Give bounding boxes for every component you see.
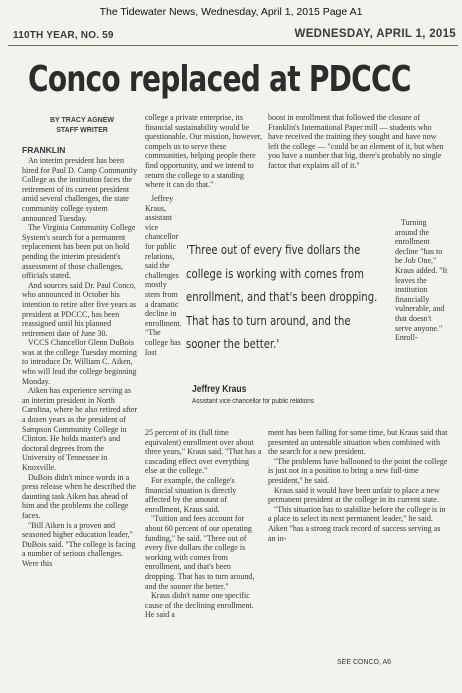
paragraph: An interim president has been hired for Paul D. Camp Community College as the institution faces the retirement of its current president amid several challenges, the state community college system announced Tuesday. — [22, 156, 138, 223]
article-column-3-narrow — [395, 218, 448, 424]
source-line: The Tidewater News, Wednesday, April 1, 2015 Page A1 — [99, 6, 363, 18]
article-column-1 — [22, 156, 138, 682]
paragraph: "This situation has to stabilize before the college is in a place to select its next permanent leader," he said. Aiken "has a strong track record of success serving as an in- — [268, 504, 446, 543]
masthead-year-number: 110TH YEAR, NO. 59 — [13, 30, 114, 41]
article-column-3-top — [268, 113, 448, 217]
headline: Conco replaced at PDCCC — [28, 59, 411, 100]
dateline: FRANKLIN — [22, 145, 66, 155]
pull-quote-title: Assistant vice chancellor for public relations — [192, 398, 314, 405]
paragraph: For example, the college's financial situation is directly affected by the amount of enrollment, Kraus said. — [145, 475, 237, 514]
pull-quote-text: 'Three out of every five dollars the college is working with comes from enrollment, and that's been dropping. That has to turn around, and the sooner the better.' — [186, 242, 378, 351]
byline — [22, 116, 142, 136]
paragraph: boost in enrollment that followed the closure of Franklin's International Paper mill — students who have received the training they sought and have now left the college — "could be an element of it, but when you have a number that big, there's probably no single factor that explains all of it." — [268, 113, 444, 170]
article-column-3-bottom — [268, 428, 448, 664]
paragraph: And sources said Dr. Paul Conco, who announced in October his intention to retire after five years as president at PDCCC, has been reassigned until his planned retirement date of June 30. — [22, 280, 137, 338]
paragraph: ment has been falling for some time, but Kraus said that presented an untenable situation when combined with the search for a new president. — [268, 428, 448, 457]
paragraph: Jeffrey Kraus, assistant vice chancellor for public relations, said the challenges mostly stem from a dramatic decline in enrollment. "The college has lost — [145, 194, 182, 357]
paragraph: DuBois didn't mince words in a press release when he described the daunting task Aiken has ahead of him and the problems the college faces. — [22, 472, 136, 520]
pull-quote — [186, 238, 384, 356]
article-column-2-bottom — [145, 428, 262, 678]
masthead-date: WEDNESDAY, APRIL 1, 2015 — [294, 28, 456, 40]
masthead-rule — [8, 45, 458, 46]
paragraph: Kraus said it would have been unfair to place a new permanent president at the college in its current state. — [268, 485, 440, 505]
paragraph: The Virginia Community College System's search for a permanent replacement has been put on hold pending the interim president's assessment of those challenges, officials stated. — [22, 223, 136, 281]
paragraph: 25 percent of its (full time equivalent) enrollment over about three years," Kraus said. "That has a cascading effect over everything else at the college." — [145, 428, 262, 476]
paragraph: "Bill Aiken is a proven and seasoned higher education leader," DuBois said. "The college is facing a number of serious challenges. Were this — [22, 520, 136, 568]
paragraph: "Tuition and fees account for about 60 percent of our operating funding," he said. "Three out of every five dollars the college is working with comes from enrollment, and that's been dropping. That has to turn around, and the sooner the better." — [145, 514, 255, 591]
paragraph: college a private enterprise, its financial sustainability would be questionable. Our mission, however, compels us to serve these communities, helping people there find opportunity, and we intend to return the college to a standing where it can do that." — [145, 113, 262, 190]
article-column-2-narrow — [145, 194, 182, 414]
paragraph: Turning around the enrollment decline "has to be Job One," Kraus added. "It leaves the institution financially vulnerable, and that doesn't serve anyone." Enroll- — [395, 218, 448, 343]
jump-line: SEE CONCO, A6 — [337, 659, 392, 666]
byline-role: STAFF WRITER — [56, 127, 108, 134]
paragraph: "The problems have ballooned to the point the college is just not in a position to bring a new full-time president," he said. — [268, 456, 448, 485]
article-column-2-top — [145, 113, 262, 190]
pull-quote-name: Jeffrey Kraus — [192, 384, 247, 395]
paragraph: Kraus didn't name one specific cause of the declining enrollment. He said a — [145, 591, 254, 620]
byline-author: BY TRACY AGNEW — [49, 117, 115, 124]
paragraph: VCCS Chancellor Glenn DuBois was at the college Tuesday morning to introduce Dr. William C. Aiken, who will lead the college beginning Monday. — [22, 338, 137, 386]
paragraph: Aiken has experience serving as an interim president in North Carolina, where he also retired after a dozen years as the president of Sampson Community College in Clinton. He holds master's and doctoral degrees from the University of Tennessee in Knoxville. — [22, 386, 138, 472]
